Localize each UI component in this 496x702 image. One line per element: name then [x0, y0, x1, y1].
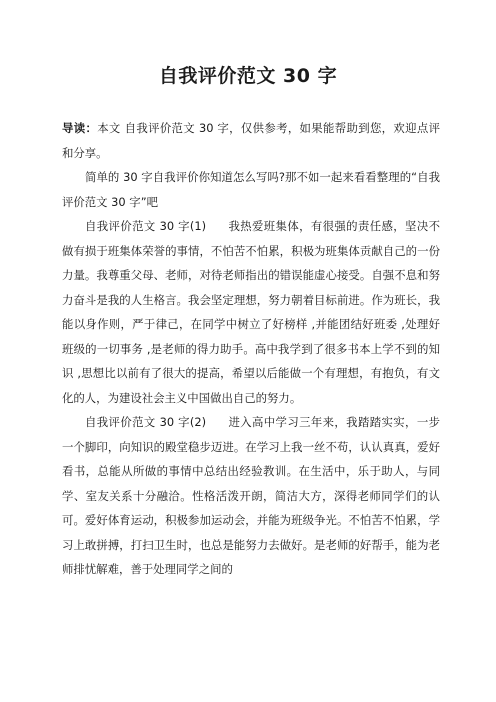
section-text-2: 进入高中学习三年来，我踏踏实实，一步一个脚印，向知识的殿堂稳步迈进。在学习上我一丝不苟，认认真真，爱好看书，总能从所做的事情中总结出经验教训。在生活中，乐于助人，与同学、室友关系十分融洽。性格活泼开朗，简洁大方，深得老师同学们的认可。爱好体育运动，积极参加运动会，并能为班级争光。不怕苦不怕累，学习上敢拼搏，打扫卫生时，也总是能努力去做好。是老师的好帮手，能为老师排忧解难，善于处理同学之间的 [62, 415, 440, 576]
intro-paragraph: 简单的 30 字自我评价你知道怎么写吗?那不如一起来看看整理的“自我评价范文 30 字”吧 [62, 170, 440, 209]
section-paragraph-2 [62, 410, 440, 582]
section-text-1: 我热爱班集体，有很强的责任感，坚决不做有损于班集体荣誉的事情，不怕苦不怕累，积极为班集体贡献自己的一份力量。我尊重父母、老师，对待老师指出的错误能虚心接受。自强不息和努力奋斗是我的人生格言。我会坚定理想，努力朝着目标前进。作为班长，我能以身作则，严于律己，在同学中树立了好榜样 ,并能团结好班委 ,处理好班级的一切事务 ,是老师的得力助手。高中我学到了很多书本上学不到的知识 ,思想比以前有了很大的提高，希望以后能做一个有理想，有抱负，有文化的人，为建设社会主义中国做出自己的努力。 [62, 219, 440, 405]
lead-paragraph [62, 116, 440, 165]
document-title: 自我评价范文 30 字 [158, 65, 338, 87]
lead-label: 导读： [62, 121, 98, 135]
lead-text: 本文 自我评价范文 30 字，仅供参考，如果能帮助到您，欢迎点评和分享。 [62, 121, 440, 160]
document-body [62, 116, 440, 582]
section-heading-1: 自我评价范文 30 字(1) [85, 219, 207, 233]
section-paragraph-1 [62, 214, 440, 410]
section-heading-2: 自我评价范文 30 字(2) [85, 415, 207, 429]
